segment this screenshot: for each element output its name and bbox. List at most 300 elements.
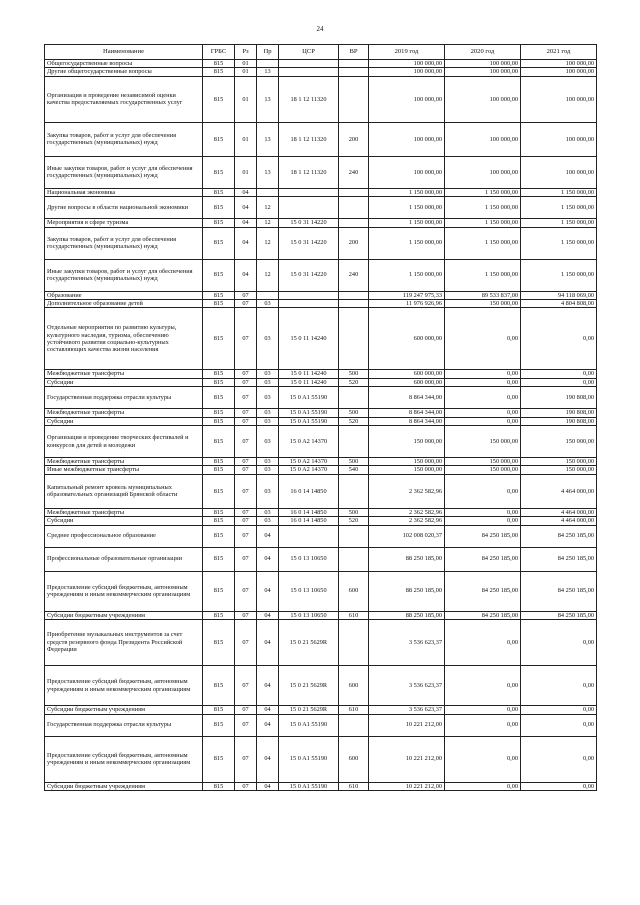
cell-rz: 04 (235, 227, 257, 259)
cell-2020: 150 000,00 (445, 458, 521, 466)
cell-vr (339, 76, 369, 122)
cell-2020: 150 000,00 (445, 426, 521, 458)
cell-name: Межбюджетные трансферты (45, 508, 203, 516)
cell-2021: 1 150 000,00 (521, 259, 597, 291)
cell-pr: 04 (257, 714, 279, 736)
header-pr: Пр (257, 45, 279, 60)
cell-csr: 15 0 21 5629R (279, 666, 339, 706)
cell-pr: 04 (257, 736, 279, 782)
table-row (45, 308, 597, 370)
cell-grbs: 815 (203, 378, 235, 386)
table-row (45, 620, 597, 666)
cell-csr (279, 300, 339, 308)
cell-2021: 0,00 (521, 736, 597, 782)
cell-2021: 0,00 (521, 378, 597, 386)
cell-2019: 8 864 344,00 (369, 417, 445, 425)
cell-pr: 12 (257, 219, 279, 227)
page-number: 24 (316, 25, 324, 33)
cell-grbs: 815 (203, 300, 235, 308)
cell-csr: 15 0 11 14240 (279, 308, 339, 370)
cell-csr: 15 0 A2 14370 (279, 426, 339, 458)
cell-rz: 04 (235, 188, 257, 196)
cell-pr: 03 (257, 300, 279, 308)
table-row (45, 714, 597, 736)
cell-name: Закупка товаров, работ и услуг для обеспечения государственных (муниципальных) нужд (45, 227, 203, 259)
table-row (45, 370, 597, 378)
table-row (45, 291, 597, 299)
cell-vr: 500 (339, 458, 369, 466)
cell-grbs: 815 (203, 620, 235, 666)
cell-csr (279, 525, 339, 547)
cell-vr: 520 (339, 378, 369, 386)
cell-rz: 01 (235, 156, 257, 188)
cell-vr (339, 387, 369, 409)
cell-rz: 07 (235, 409, 257, 417)
cell-name: Субсидии (45, 378, 203, 386)
cell-2021: 0,00 (521, 782, 597, 790)
cell-vr (339, 197, 369, 219)
cell-2021: 4 464 000,00 (521, 508, 597, 516)
cell-vr: 240 (339, 259, 369, 291)
cell-2019: 1 150 000,00 (369, 188, 445, 196)
table-row (45, 474, 597, 508)
cell-2019: 600 000,00 (369, 378, 445, 386)
cell-rz: 07 (235, 706, 257, 714)
cell-2021: 4 464 000,00 (521, 517, 597, 525)
cell-name: Иные межбюджетные трансферты (45, 466, 203, 474)
cell-grbs: 815 (203, 525, 235, 547)
cell-2019: 1 150 000,00 (369, 259, 445, 291)
cell-csr: 15 0 31 14220 (279, 227, 339, 259)
cell-name: Другие общегосударственные вопросы (45, 68, 203, 76)
cell-2020: 84 250 185,00 (445, 547, 521, 571)
table-row (45, 387, 597, 409)
cell-vr (339, 188, 369, 196)
cell-grbs: 815 (203, 387, 235, 409)
cell-vr: 600 (339, 736, 369, 782)
cell-2021: 1 150 000,00 (521, 219, 597, 227)
cell-pr: 04 (257, 571, 279, 611)
cell-2019: 10 221 212,00 (369, 782, 445, 790)
cell-csr: 15 0 21 5629R (279, 706, 339, 714)
cell-2019: 150 000,00 (369, 458, 445, 466)
cell-2020: 100 000,00 (445, 68, 521, 76)
cell-2021: 1 150 000,00 (521, 197, 597, 219)
cell-2020: 1 150 000,00 (445, 197, 521, 219)
cell-2019: 150 000,00 (369, 426, 445, 458)
table-header-row (45, 45, 597, 60)
cell-2020: 84 250 185,00 (445, 525, 521, 547)
cell-vr: 520 (339, 417, 369, 425)
table-row (45, 219, 597, 227)
cell-grbs: 815 (203, 571, 235, 611)
cell-2019: 88 250 185,00 (369, 547, 445, 571)
cell-pr: 03 (257, 458, 279, 466)
table-row (45, 706, 597, 714)
cell-2019: 8 864 344,00 (369, 387, 445, 409)
cell-pr: 03 (257, 387, 279, 409)
cell-2019: 8 864 344,00 (369, 409, 445, 417)
cell-grbs: 815 (203, 706, 235, 714)
cell-2021: 1 150 000,00 (521, 188, 597, 196)
cell-pr: 03 (257, 370, 279, 378)
table-row (45, 517, 597, 525)
cell-2020: 0,00 (445, 378, 521, 386)
cell-rz: 07 (235, 508, 257, 516)
cell-2020: 1 150 000,00 (445, 227, 521, 259)
cell-2019: 100 000,00 (369, 122, 445, 156)
cell-2020: 150 000,00 (445, 300, 521, 308)
cell-pr: 04 (257, 547, 279, 571)
cell-csr (279, 291, 339, 299)
cell-rz: 04 (235, 197, 257, 219)
cell-name: Другие вопросы в области национальной экономики (45, 197, 203, 219)
cell-2021: 84 250 185,00 (521, 611, 597, 619)
cell-2019: 11 976 926,96 (369, 300, 445, 308)
cell-rz: 07 (235, 466, 257, 474)
cell-csr: 15 0 13 10650 (279, 571, 339, 611)
table-row (45, 197, 597, 219)
cell-grbs: 815 (203, 417, 235, 425)
table-row (45, 300, 597, 308)
table-row (45, 259, 597, 291)
cell-name: Предоставление субсидий бюджетным, автономным учреждениям и иным некоммерческим организациям (45, 666, 203, 706)
table-row (45, 76, 597, 122)
cell-name: Субсидии бюджетным учреждениям (45, 611, 203, 619)
cell-rz: 07 (235, 611, 257, 619)
table-row (45, 666, 597, 706)
cell-rz: 07 (235, 666, 257, 706)
table-row (45, 156, 597, 188)
cell-rz: 07 (235, 517, 257, 525)
cell-pr: 03 (257, 474, 279, 508)
table-row (45, 122, 597, 156)
cell-pr: 13 (257, 76, 279, 122)
cell-2021: 84 250 185,00 (521, 525, 597, 547)
cell-2020: 1 150 000,00 (445, 188, 521, 196)
cell-vr: 540 (339, 466, 369, 474)
cell-grbs: 815 (203, 308, 235, 370)
cell-name: Приобретение музыкальных инструментов за счет средств резервного фонда Президента Российской Федерации (45, 620, 203, 666)
table-row (45, 68, 597, 76)
cell-grbs: 815 (203, 736, 235, 782)
cell-rz: 07 (235, 387, 257, 409)
cell-2020: 1 150 000,00 (445, 259, 521, 291)
cell-rz: 07 (235, 308, 257, 370)
cell-grbs: 815 (203, 666, 235, 706)
cell-grbs: 815 (203, 259, 235, 291)
cell-2019: 1 150 000,00 (369, 219, 445, 227)
cell-grbs: 815 (203, 426, 235, 458)
cell-name: Субсидии (45, 517, 203, 525)
cell-2021: 0,00 (521, 706, 597, 714)
cell-vr: 500 (339, 508, 369, 516)
cell-pr: 12 (257, 197, 279, 219)
cell-name: Субсидии (45, 417, 203, 425)
cell-name: Организация и проведение творческих фестивалей и конкурсов для детей и молодежи (45, 426, 203, 458)
cell-grbs: 815 (203, 188, 235, 196)
cell-2020: 100 000,00 (445, 76, 521, 122)
cell-rz: 04 (235, 219, 257, 227)
cell-2020: 100 000,00 (445, 60, 521, 68)
cell-2020: 100 000,00 (445, 156, 521, 188)
cell-2021: 150 000,00 (521, 426, 597, 458)
cell-csr: 18 1 12 11320 (279, 76, 339, 122)
cell-grbs: 815 (203, 474, 235, 508)
cell-name: Капитальный ремонт кровель муниципальных образовательных организаций Брянской области (45, 474, 203, 508)
cell-2019: 600 000,00 (369, 308, 445, 370)
cell-2019: 150 000,00 (369, 466, 445, 474)
table-row (45, 417, 597, 425)
cell-2021: 100 000,00 (521, 122, 597, 156)
cell-csr: 15 0 A1 55190 (279, 714, 339, 736)
cell-rz: 01 (235, 60, 257, 68)
cell-grbs: 815 (203, 517, 235, 525)
cell-pr (257, 188, 279, 196)
cell-csr: 15 0 A1 55190 (279, 736, 339, 782)
cell-grbs: 815 (203, 409, 235, 417)
cell-pr: 04 (257, 706, 279, 714)
cell-2021: 0,00 (521, 714, 597, 736)
cell-2020: 0,00 (445, 714, 521, 736)
cell-2019: 100 000,00 (369, 60, 445, 68)
cell-name: Государственная поддержка отрасли культуры (45, 714, 203, 736)
cell-rz: 07 (235, 300, 257, 308)
cell-2020: 89 533 837,00 (445, 291, 521, 299)
cell-name: Иные закупки товаров, работ и услуг для обеспечения государственных (муниципальных) нужд (45, 259, 203, 291)
cell-pr: 04 (257, 666, 279, 706)
cell-2019: 600 000,00 (369, 370, 445, 378)
cell-2021: 190 808,00 (521, 387, 597, 409)
cell-2020: 0,00 (445, 417, 521, 425)
cell-rz: 07 (235, 714, 257, 736)
cell-2020: 0,00 (445, 706, 521, 714)
cell-grbs: 815 (203, 156, 235, 188)
cell-2020: 0,00 (445, 517, 521, 525)
header-csr: ЦСР (279, 45, 339, 60)
cell-2019: 3 536 623,37 (369, 706, 445, 714)
cell-2021: 0,00 (521, 666, 597, 706)
cell-csr: 15 0 11 14240 (279, 370, 339, 378)
cell-csr: 15 0 13 10650 (279, 611, 339, 619)
cell-name: Межбюджетные трансферты (45, 409, 203, 417)
cell-csr: 15 0 A2 14370 (279, 458, 339, 466)
cell-vr (339, 60, 369, 68)
cell-pr: 13 (257, 156, 279, 188)
cell-csr: 15 0 31 14220 (279, 219, 339, 227)
cell-csr: 15 0 11 14240 (279, 378, 339, 386)
table-row (45, 60, 597, 68)
cell-pr: 03 (257, 466, 279, 474)
cell-name: Среднее профессиональное образование (45, 525, 203, 547)
cell-2019: 2 362 582,96 (369, 474, 445, 508)
cell-2020: 0,00 (445, 782, 521, 790)
cell-2021: 190 808,00 (521, 409, 597, 417)
cell-name: Профессиональные образовательные организации (45, 547, 203, 571)
cell-name: Общегосударственные вопросы (45, 60, 203, 68)
cell-2020: 100 000,00 (445, 122, 521, 156)
cell-pr: 04 (257, 620, 279, 666)
cell-name: Национальная экономика (45, 188, 203, 196)
cell-pr: 03 (257, 426, 279, 458)
cell-csr: 15 0 A1 55190 (279, 417, 339, 425)
table-row (45, 426, 597, 458)
cell-vr (339, 68, 369, 76)
cell-name: Организация и проведение независимой оценки качества предоставляемых государственных услуг (45, 76, 203, 122)
cell-2020: 1 150 000,00 (445, 219, 521, 227)
cell-name: Образование (45, 291, 203, 299)
table-row (45, 466, 597, 474)
cell-2020: 0,00 (445, 370, 521, 378)
cell-rz: 07 (235, 458, 257, 466)
cell-grbs: 815 (203, 458, 235, 466)
cell-2019: 88 250 185,00 (369, 571, 445, 611)
cell-2021: 100 000,00 (521, 76, 597, 122)
cell-2020: 0,00 (445, 666, 521, 706)
table-row (45, 458, 597, 466)
cell-rz: 07 (235, 782, 257, 790)
cell-2021: 150 000,00 (521, 466, 597, 474)
cell-pr: 03 (257, 417, 279, 425)
cell-2020: 0,00 (445, 620, 521, 666)
cell-2020: 84 250 185,00 (445, 611, 521, 619)
header-2020: 2020 год (445, 45, 521, 60)
cell-pr: 03 (257, 508, 279, 516)
cell-vr: 500 (339, 370, 369, 378)
cell-name: Предоставление субсидий бюджетным, автономным учреждениям и иным некоммерческим организациям (45, 736, 203, 782)
cell-2021: 0,00 (521, 370, 597, 378)
cell-2020: 0,00 (445, 508, 521, 516)
cell-2019: 2 362 582,96 (369, 508, 445, 516)
cell-2021: 0,00 (521, 620, 597, 666)
cell-name: Государственная поддержка отрасли культуры (45, 387, 203, 409)
cell-csr: 15 0 A2 14370 (279, 466, 339, 474)
cell-2021: 100 000,00 (521, 68, 597, 76)
cell-2019: 100 000,00 (369, 76, 445, 122)
cell-name: Закупка товаров, работ и услуг для обеспечения государственных (муниципальных) нужд (45, 122, 203, 156)
cell-rz: 07 (235, 547, 257, 571)
cell-csr (279, 60, 339, 68)
cell-grbs: 815 (203, 611, 235, 619)
cell-grbs: 815 (203, 466, 235, 474)
cell-rz: 04 (235, 259, 257, 291)
cell-pr: 03 (257, 378, 279, 386)
cell-vr (339, 714, 369, 736)
cell-pr (257, 60, 279, 68)
cell-name: Дополнительное образование детей (45, 300, 203, 308)
table-row (45, 736, 597, 782)
cell-pr: 13 (257, 122, 279, 156)
cell-csr: 15 0 21 5629R (279, 620, 339, 666)
cell-name: Субсидии бюджетным учреждениям (45, 782, 203, 790)
cell-csr: 15 0 A1 55190 (279, 387, 339, 409)
cell-name: Межбюджетные трансферты (45, 370, 203, 378)
cell-vr (339, 426, 369, 458)
cell-2021: 0,00 (521, 308, 597, 370)
cell-rz: 07 (235, 620, 257, 666)
cell-2019: 1 150 000,00 (369, 227, 445, 259)
cell-vr (339, 547, 369, 571)
cell-2021: 1 150 000,00 (521, 227, 597, 259)
cell-vr (339, 474, 369, 508)
cell-2020: 0,00 (445, 474, 521, 508)
cell-csr: 18 1 12 11320 (279, 122, 339, 156)
cell-csr: 15 0 31 14220 (279, 259, 339, 291)
cell-pr: 12 (257, 259, 279, 291)
cell-2021: 4 804 808,00 (521, 300, 597, 308)
cell-pr (257, 291, 279, 299)
cell-2019: 10 221 212,00 (369, 714, 445, 736)
table-row (45, 378, 597, 386)
cell-2019: 3 536 623,37 (369, 620, 445, 666)
cell-rz: 07 (235, 474, 257, 508)
cell-2020: 0,00 (445, 736, 521, 782)
cell-2019: 88 250 185,00 (369, 611, 445, 619)
cell-vr: 610 (339, 611, 369, 619)
cell-2021: 4 464 000,00 (521, 474, 597, 508)
cell-2021: 84 250 185,00 (521, 547, 597, 571)
table-row (45, 188, 597, 196)
cell-pr: 03 (257, 517, 279, 525)
cell-vr: 600 (339, 571, 369, 611)
table-row (45, 508, 597, 516)
cell-2021: 150 000,00 (521, 458, 597, 466)
table-row (45, 782, 597, 790)
cell-2020: 0,00 (445, 387, 521, 409)
cell-vr (339, 291, 369, 299)
cell-csr: 18 1 12 11320 (279, 156, 339, 188)
header-2021: 2021 год (521, 45, 597, 60)
header-grbs: ГРБС (203, 45, 235, 60)
cell-vr: 500 (339, 409, 369, 417)
cell-pr: 03 (257, 409, 279, 417)
cell-vr: 240 (339, 156, 369, 188)
cell-rz: 07 (235, 736, 257, 782)
cell-csr: 16 0 14 14850 (279, 508, 339, 516)
cell-vr: 610 (339, 706, 369, 714)
cell-2021: 190 808,00 (521, 417, 597, 425)
cell-grbs: 815 (203, 547, 235, 571)
cell-vr: 200 (339, 227, 369, 259)
cell-rz: 07 (235, 525, 257, 547)
cell-name: Отдельные мероприятия по развитию культуры, культурного наследия, туризма, обеспечению устойчивого развития социально-культурных составляющих качества жизни населения (45, 308, 203, 370)
cell-2021: 94 118 069,00 (521, 291, 597, 299)
cell-name: Межбюджетные трансферты (45, 458, 203, 466)
cell-pr: 03 (257, 308, 279, 370)
cell-rz: 01 (235, 122, 257, 156)
cell-2021: 84 250 185,00 (521, 571, 597, 611)
cell-grbs: 815 (203, 370, 235, 378)
cell-csr: 15 0 A1 55190 (279, 409, 339, 417)
table-row (45, 611, 597, 619)
cell-grbs: 815 (203, 76, 235, 122)
cell-csr: 16 0 14 14850 (279, 474, 339, 508)
table-row (45, 409, 597, 417)
header-2019: 2019 год (369, 45, 445, 60)
cell-rz: 07 (235, 291, 257, 299)
header-vr: ВР (339, 45, 369, 60)
cell-grbs: 815 (203, 291, 235, 299)
table-row (45, 227, 597, 259)
cell-pr: 12 (257, 227, 279, 259)
cell-vr: 600 (339, 666, 369, 706)
cell-2020: 150 000,00 (445, 466, 521, 474)
cell-grbs: 815 (203, 219, 235, 227)
cell-2019: 100 000,00 (369, 68, 445, 76)
cell-pr: 04 (257, 525, 279, 547)
cell-rz: 07 (235, 417, 257, 425)
cell-csr (279, 197, 339, 219)
